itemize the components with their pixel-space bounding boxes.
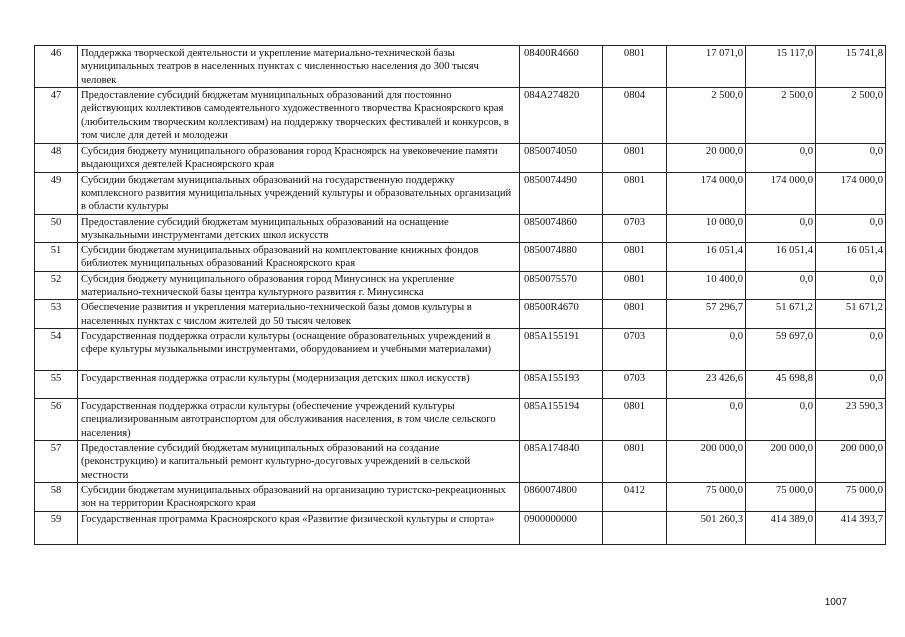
target-code-cell: 0850074860 xyxy=(520,214,603,243)
section-code-cell: 0801 xyxy=(603,300,667,329)
row-number-cell: 59 xyxy=(35,511,78,544)
amount-year1-cell: 75 000,0 xyxy=(667,482,746,511)
description-cell: Субсидия бюджету муниципального образования город Красноярск на увековечение памяти выдающихся деятелей Красноярского края xyxy=(78,144,520,173)
table-row xyxy=(35,243,886,272)
amount-year3-cell: 414 393,7 xyxy=(816,511,886,544)
target-code-cell: 084A274820 xyxy=(520,88,603,144)
description-cell: Государственная поддержка отрасли культуры (оснащение образовательных учреждений в сфере культуры музыкальными инструментами, оборудованием и учебными материалами) xyxy=(78,328,520,370)
table-row xyxy=(35,144,886,173)
amount-year1-cell: 57 296,7 xyxy=(667,300,746,329)
table-row xyxy=(35,328,886,370)
target-code-cell: 0850075570 xyxy=(520,271,603,300)
amount-year2-cell: 0,0 xyxy=(746,144,816,173)
table-row xyxy=(35,511,886,544)
amount-year3-cell: 0,0 xyxy=(816,328,886,370)
amount-year3-cell: 0,0 xyxy=(816,214,886,243)
row-number-cell: 46 xyxy=(35,46,78,88)
section-code-cell: 0703 xyxy=(603,370,667,398)
description-cell: Государственная поддержка отрасли культуры (обеспечение учреждений культуры специализированным автотранспортом для обслуживания населения, в том числе сельского населения) xyxy=(78,398,520,440)
table-row xyxy=(35,398,886,440)
section-code-cell: 0703 xyxy=(603,328,667,370)
description-cell: Предоставление субсидий бюджетам муниципальных образований для постоянно действующих коллективов самодеятельного художественного творчества Красноярского края (любительским творческим коллективам) на поддержку творческих фестивалей и конкурсов, в том числе для детей и молодежи xyxy=(78,88,520,144)
amount-year3-cell: 200 000,0 xyxy=(816,440,886,482)
target-code-cell: 0850074050 xyxy=(520,144,603,173)
table-row xyxy=(35,214,886,243)
description-cell: Предоставление субсидий бюджетам муниципальных образований на оснащение музыкальными инструментами детских школ искусств xyxy=(78,214,520,243)
description-cell: Государственная поддержка отрасли культуры (модернизация детских школ искусств) xyxy=(78,370,520,398)
description-cell: Государственная программа Красноярского края «Развитие физической культуры и спорта» xyxy=(78,511,520,544)
amount-year2-cell: 0,0 xyxy=(746,214,816,243)
amount-year2-cell: 414 389,0 xyxy=(746,511,816,544)
amount-year1-cell: 10 400,0 xyxy=(667,271,746,300)
amount-year1-cell: 174 000,0 xyxy=(667,172,746,214)
amount-year2-cell: 2 500,0 xyxy=(746,88,816,144)
amount-year2-cell: 75 000,0 xyxy=(746,482,816,511)
section-code-cell: 0801 xyxy=(603,172,667,214)
row-number-cell: 48 xyxy=(35,144,78,173)
target-code-cell: 085A155193 xyxy=(520,370,603,398)
section-code-cell: 0412 xyxy=(603,482,667,511)
amount-year3-cell: 23 590,3 xyxy=(816,398,886,440)
row-number-cell: 58 xyxy=(35,482,78,511)
section-code-cell: 0804 xyxy=(603,88,667,144)
target-code-cell: 0860074800 xyxy=(520,482,603,511)
table-row xyxy=(35,88,886,144)
amount-year3-cell: 16 051,4 xyxy=(816,243,886,272)
row-number-cell: 47 xyxy=(35,88,78,144)
section-code-cell: 0801 xyxy=(603,144,667,173)
amount-year2-cell: 45 698,8 xyxy=(746,370,816,398)
amount-year1-cell: 17 071,0 xyxy=(667,46,746,88)
amount-year2-cell: 16 051,4 xyxy=(746,243,816,272)
amount-year3-cell: 0,0 xyxy=(816,271,886,300)
target-code-cell: 0900000000 xyxy=(520,511,603,544)
amount-year3-cell: 0,0 xyxy=(816,370,886,398)
target-code-cell: 085A155191 xyxy=(520,328,603,370)
amount-year1-cell: 10 000,0 xyxy=(667,214,746,243)
amount-year2-cell: 15 117,0 xyxy=(746,46,816,88)
amount-year1-cell: 0,0 xyxy=(667,398,746,440)
row-number-cell: 55 xyxy=(35,370,78,398)
amount-year3-cell: 51 671,2 xyxy=(816,300,886,329)
amount-year2-cell: 174 000,0 xyxy=(746,172,816,214)
description-cell: Субсидии бюджетам муниципальных образований на организацию туристско-рекреационных зон на территории Красноярского края xyxy=(78,482,520,511)
target-code-cell: 0850074490 xyxy=(520,172,603,214)
section-code-cell xyxy=(603,511,667,544)
table-row xyxy=(35,300,886,329)
budget-table xyxy=(34,45,886,545)
amount-year2-cell: 51 671,2 xyxy=(746,300,816,329)
amount-year2-cell: 0,0 xyxy=(746,271,816,300)
table-row xyxy=(35,271,886,300)
page-number: 1007 xyxy=(824,597,847,608)
row-number-cell: 49 xyxy=(35,172,78,214)
description-cell: Субсидия бюджету муниципального образования город Минусинск на укрепление материально-технической базы центра культурного развития г. Минусинска xyxy=(78,271,520,300)
target-code-cell: 0850074880 xyxy=(520,243,603,272)
section-code-cell: 0801 xyxy=(603,46,667,88)
row-number-cell: 53 xyxy=(35,300,78,329)
budget-table-body xyxy=(35,46,886,545)
amount-year2-cell: 0,0 xyxy=(746,398,816,440)
row-number-cell: 56 xyxy=(35,398,78,440)
table-row xyxy=(35,482,886,511)
amount-year1-cell: 0,0 xyxy=(667,328,746,370)
amount-year3-cell: 75 000,0 xyxy=(816,482,886,511)
target-code-cell: 08500R4670 xyxy=(520,300,603,329)
amount-year2-cell: 59 697,0 xyxy=(746,328,816,370)
section-code-cell: 0801 xyxy=(603,271,667,300)
row-number-cell: 52 xyxy=(35,271,78,300)
row-number-cell: 51 xyxy=(35,243,78,272)
target-code-cell: 085A155194 xyxy=(520,398,603,440)
description-cell: Поддержка творческой деятельности и укрепление материально-технической базы муниципальных театров в населенных пунктах с численностью населения до 300 тысяч человек xyxy=(78,46,520,88)
table-row xyxy=(35,370,886,398)
amount-year3-cell: 0,0 xyxy=(816,144,886,173)
table-row xyxy=(35,172,886,214)
section-code-cell: 0801 xyxy=(603,243,667,272)
table-row xyxy=(35,440,886,482)
row-number-cell: 54 xyxy=(35,328,78,370)
description-cell: Субсидии бюджетам муниципальных образований на государственную поддержку комплексного развития муниципальных учреждений культуры и образовательных организаций в области культуры xyxy=(78,172,520,214)
amount-year2-cell: 200 000,0 xyxy=(746,440,816,482)
amount-year3-cell: 174 000,0 xyxy=(816,172,886,214)
amount-year3-cell: 15 741,8 xyxy=(816,46,886,88)
amount-year3-cell: 2 500,0 xyxy=(816,88,886,144)
target-code-cell: 085A174840 xyxy=(520,440,603,482)
amount-year1-cell: 501 260,3 xyxy=(667,511,746,544)
amount-year1-cell: 200 000,0 xyxy=(667,440,746,482)
section-code-cell: 0801 xyxy=(603,440,667,482)
amount-year1-cell: 16 051,4 xyxy=(667,243,746,272)
description-cell: Субсидии бюджетам муниципальных образований на комплектование книжных фондов библиотек муниципальных образований Красноярского края xyxy=(78,243,520,272)
amount-year1-cell: 20 000,0 xyxy=(667,144,746,173)
description-cell: Предоставление субсидий бюджетам муниципальных образований на создание (реконструкцию) и капитальный ремонт культурно-досуговых учреждений в сельской местности xyxy=(78,440,520,482)
row-number-cell: 50 xyxy=(35,214,78,243)
section-code-cell: 0801 xyxy=(603,398,667,440)
amount-year1-cell: 2 500,0 xyxy=(667,88,746,144)
amount-year1-cell: 23 426,6 xyxy=(667,370,746,398)
description-cell: Обеспечение развития и укрепления материально-технической базы домов культуры в населенных пунктах с числом жителей до 50 тысяч человек xyxy=(78,300,520,329)
target-code-cell: 08400R4660 xyxy=(520,46,603,88)
section-code-cell: 0703 xyxy=(603,214,667,243)
row-number-cell: 57 xyxy=(35,440,78,482)
table-row xyxy=(35,46,886,88)
